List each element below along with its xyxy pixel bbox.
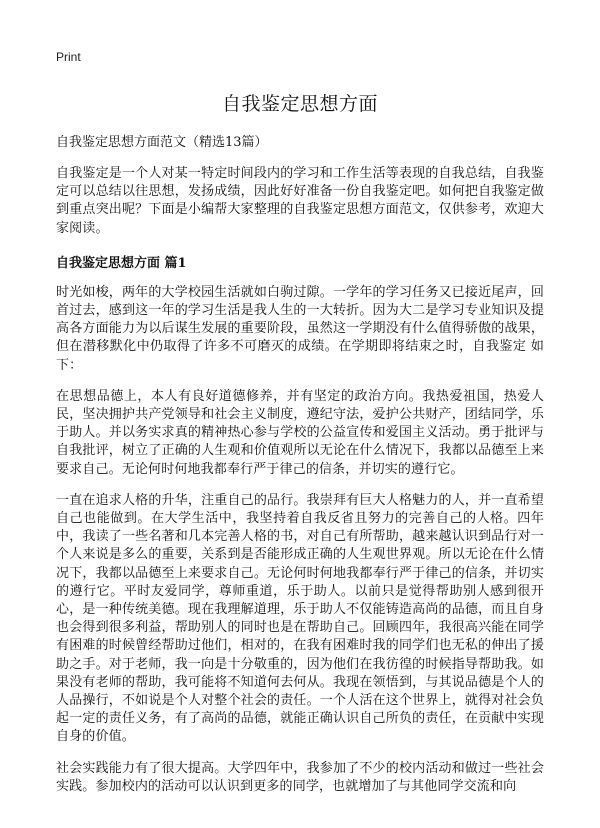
body-paragraph-3: 一直在追求人格的升华，注重自己的品行。我崇拜有巨大人格魅力的人，并一直希望自己也能做到。在大学生活中，我坚持着自我反省且努力的完善自己的人格。四年中，我读了一些名著和几本完善人格的书，对自己有所帮助，越来越认识到品行对一个人来说是多么的重要，关系到是否能形成正确的人生观世界观。所以无论在什么情况下，我都以品德至上来要求自己。无论何时何地我都奉行严于律己的信条，并切实的遵行它。平时友爱同学，尊师重道，乐于助人。以前只是觉得帮助别人感到很开心，是一种传统美德。现在我理解道理，乐于助人不仅能铸造高尚的品德，而且自身也会得到很多利益，帮助别人的同时也是在帮助自己。回顾四年，我很高兴能在同学有困难的时候曾经帮助过他们，相对的，在我有困难时我的同学们也无私的伸出了援助之手。对于老师，我一向是十分敬重的，因为他们在我彷徨的时候指导帮助我。如果没有老师的帮助，我可能将不知道何去何从。我现在领悟到，与其说品德是个人的人品操行，不如说是个人对整个社会的责任。一个人活在这个世界上，就得对社会负起一定的责任义务，有了高尚的品德，就能正确认识自己所负的责任，在贡献中实现自身的价值。 [56,492,544,745]
print-link[interactable]: Print [56,50,81,64]
document-subtitle: 自我鉴定思想方面范文（精选13篇） [56,135,268,150]
page-title: 自我鉴定思想方面 [221,93,378,115]
body-paragraph-1: 时光如梭，两年的大学校园生活就如白驹过隙。一学年的学习任务又已接近尾声，回首过去，感到这一年的学习生活是我人生的一大转折。因为大二是学习专业知识及提高各方面能力为以后谋生发展的重要阶段，虽然这一学期没有什么值得骄傲的战果，但在潜移默化中仍取得了许多不可磨灭的成绩。在学期即将结束之时，自我鉴定 如下： [56,284,544,373]
body-paragraph-2: 在思想品德上，本人有良好道德修养，并有坚定的政治方向。我热爱祖国，热爱人民，坚决拥护共产党领导和社会主义制度，遵纪守法，爱护公共财产，团结同学，乐于助人。并以务实求真的精神热心参与学校的公益宣传和爱国主义活动。勇于批评与自我批评，树立了正确的人生观和价值观所以无论在什么情况下，我都以品德至上来要求自己。无论何时何地我都奉行严于律己的信条，并切实的遵行它。 [56,388,544,477]
section-heading: 自我鉴定思想方面 篇1 [56,255,187,271]
body-paragraph-4: 社会实践能力有了很大提高。大学四年中，我参加了不少的校内活动和做过一些社会实践。参加校内的活动可以认识到更多的同学，也就增加了与其他同学交流和向 [56,760,544,794]
intro-paragraph: 自我鉴定是一个人对某一特定时间段内的学习和工作生活等表现的自我总结，自我鉴定可以总结以往思想，发扬成绩，因此好好准备一份自我鉴定吧。如何把自我鉴定做到重点突出呢？下面是小编帮大家整理的自我鉴定思想方面范文，仅供参考，欢迎大家阅读。 [56,166,544,236]
